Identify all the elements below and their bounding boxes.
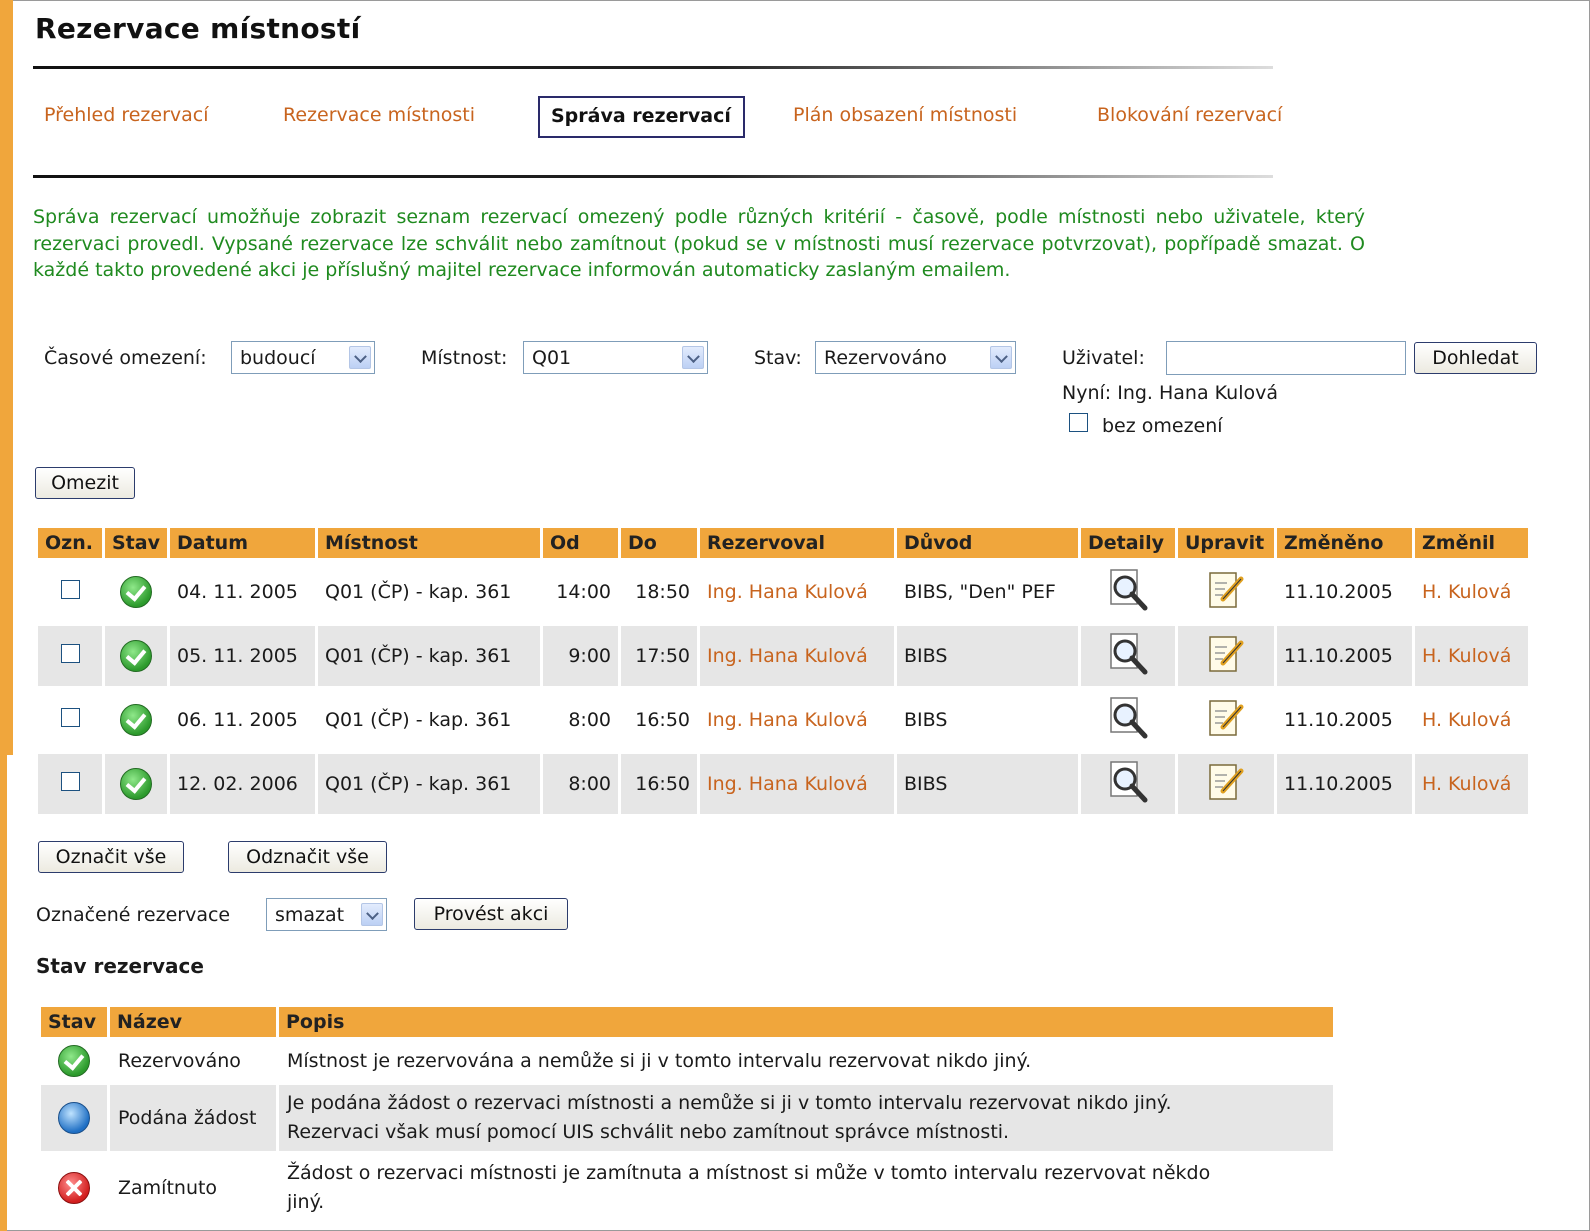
current-user-text: Nyní: Ing. Hana Kulová <box>1062 382 1279 404</box>
chevron-down-icon <box>361 903 383 926</box>
col-header: Do <box>621 528 697 558</box>
col-header: Stav <box>105 528 167 558</box>
row-reserved-by-link[interactable]: Ing. Hana Kulová <box>707 709 868 731</box>
col-header: Místnost <box>318 528 540 558</box>
edit-note-icon[interactable] <box>1203 567 1249 613</box>
edit-note-icon[interactable] <box>1203 695 1249 741</box>
marked-reservations-label: Označené rezervace <box>36 904 231 926</box>
room-filter-value: Q01 <box>532 347 572 369</box>
time-filter-select[interactable] <box>231 341 375 374</box>
col-header: Ozn. <box>38 528 102 558</box>
legend-name: Zamítnuto <box>118 1176 218 1199</box>
row-reserved-by-link[interactable]: Ing. Hana Kulová <box>707 581 868 603</box>
page-title: Rezervace místností <box>35 12 361 45</box>
user-filter-input[interactable] <box>1166 341 1406 375</box>
blue-circle-icon <box>58 1102 90 1134</box>
reservations-table <box>35 524 1531 818</box>
col-header: Změnil <box>1415 528 1528 558</box>
no-limit-label: bez omezení <box>1102 415 1223 437</box>
row-room: Q01 (ČP) - kap. 361 <box>325 709 512 731</box>
row-reason: BIBS <box>897 754 1078 814</box>
row-from: 8:00 <box>568 709 611 731</box>
row-from: 8:00 <box>543 754 618 814</box>
check-icon <box>120 576 152 608</box>
row-changed-by-link[interactable]: H. Kulová <box>1422 581 1512 603</box>
table-row <box>38 562 1528 622</box>
row-reserved-by-link[interactable]: Ing. Hana Kulová <box>707 645 868 667</box>
deselect-all-button[interactable]: Odznačit vše <box>228 841 387 873</box>
legend-desc: Je podána žádost o rezervaci místnosti a nemůže si ji v tomto intervalu rezervovat nikdo jiný. <box>287 1092 1172 1114</box>
row-select-checkbox[interactable] <box>61 772 80 791</box>
select-all-button[interactable]: Označit vše <box>38 841 184 873</box>
legend-desc-line2: jiný. <box>287 1191 325 1213</box>
legend-desc: Místnost je rezervována a nemůže si ji v tomto intervalu rezervovat nikdo jiný. <box>287 1049 1032 1072</box>
row-changed: 11.10.2005 <box>1284 709 1393 731</box>
row-room: Q01 (ČP) - kap. 361 <box>318 754 540 814</box>
state-filter-select[interactable] <box>815 341 1016 374</box>
row-room: Q01 (ČP) - kap. 361 <box>318 626 540 686</box>
left-accent-stripe-lower <box>0 755 7 1231</box>
col-header: Od <box>543 528 618 558</box>
row-from: 14:00 <box>556 581 611 603</box>
chevron-down-icon <box>682 346 704 369</box>
row-reason: BIBS <box>897 626 1078 686</box>
tab-rezervace-mistnosti[interactable]: Rezervace místnosti <box>283 104 476 126</box>
legend-header-row <box>41 1007 1333 1037</box>
table-row <box>38 690 1528 750</box>
row-select-checkbox[interactable] <box>61 580 80 599</box>
row-to: 17:50 <box>621 626 697 686</box>
legend-col-header: Stav <box>41 1007 107 1037</box>
tab-prehled-rezervaci[interactable]: Přehled rezervací <box>44 104 209 126</box>
legend-desc: Žádost o rezervaci místnosti je zamítnuta a místnost si může v tomto intervalu rezervovat někdo <box>287 1162 1211 1184</box>
magnifier-icon[interactable] <box>1105 567 1151 613</box>
apply-filter-button[interactable]: Omezit <box>35 467 135 499</box>
col-header: Detaily <box>1081 528 1175 558</box>
time-filter-label: Časové omezení: <box>44 347 207 369</box>
col-header: Změněno <box>1277 528 1412 558</box>
row-date: 06. 11. 2005 <box>177 709 298 731</box>
row-changed-by-link[interactable]: H. Kulová <box>1422 773 1512 795</box>
magnifier-icon[interactable] <box>1105 695 1151 741</box>
legend-row <box>41 1155 1333 1221</box>
row-reason: BIBS, "Den" PEF <box>904 581 1056 603</box>
room-filter-label: Místnost: <box>421 347 508 369</box>
time-filter-value: budoucí <box>240 347 316 369</box>
row-changed: 11.10.2005 <box>1277 626 1412 686</box>
table-row <box>38 626 1528 686</box>
edit-note-icon[interactable] <box>1203 631 1249 677</box>
edit-note-icon[interactable] <box>1203 759 1249 805</box>
row-reserved-by-link[interactable]: Ing. Hana Kulová <box>707 773 868 795</box>
legend-desc-line2: Rezervaci však musí pomocí UIS schválit nebo zamítnout správce místnosti. <box>287 1121 1010 1143</box>
intro-text: Správa rezervací umožňuje zobrazit seznam rezervací omezený podle různých kritérií - časově, podle místnosti nebo uživatele, který rezervaci provedl. Vypsané rezervace lze schválit nebo zamítnout (pokud se v místnosti musí rezervace potvrzovat), popřípadě smazat. O každé takto provedené akci je příslušný majitel rezervace informován automaticky zaslaným emailem. <box>33 206 1365 281</box>
legend-row <box>41 1085 1333 1151</box>
tabs-divider <box>33 175 1273 178</box>
tab-plan-obsazeni[interactable]: Plán obsazení místnosti <box>793 104 1018 126</box>
action-select-value: smazat <box>275 904 345 926</box>
row-changed: 11.10.2005 <box>1284 581 1393 603</box>
row-date: 04. 11. 2005 <box>177 581 298 603</box>
row-changed-by-link[interactable]: H. Kulová <box>1422 645 1512 667</box>
state-filter-label: Stav: <box>754 347 802 369</box>
row-date: 12. 02. 2006 <box>170 754 315 814</box>
tab-sprava-rezervaci[interactable]: Správa rezervací <box>538 96 745 138</box>
row-to: 18:50 <box>635 581 690 603</box>
row-room: Q01 (ČP) - kap. 361 <box>325 581 512 603</box>
execute-action-button[interactable]: Provést akci <box>414 898 568 930</box>
legend-name: Rezervováno <box>118 1049 241 1072</box>
row-reason: BIBS <box>904 709 948 731</box>
row-changed-by-link[interactable]: H. Kulová <box>1422 709 1512 731</box>
status-legend-table <box>38 1003 1336 1225</box>
action-select[interactable] <box>266 898 387 931</box>
room-filter-select[interactable] <box>523 341 708 374</box>
left-accent-stripe <box>0 0 13 755</box>
legend-col-header: Popis <box>279 1007 1333 1037</box>
col-header: Datum <box>170 528 315 558</box>
x-circle-icon <box>58 1172 90 1204</box>
row-to: 16:50 <box>635 709 690 731</box>
col-header: Upravit <box>1178 528 1274 558</box>
search-button[interactable]: Dohledat <box>1414 342 1537 374</box>
title-divider <box>33 66 1273 69</box>
legend-col-header: Název <box>110 1007 276 1037</box>
table-row <box>38 754 1528 814</box>
row-select-checkbox[interactable] <box>61 644 80 663</box>
row-select-checkbox[interactable] <box>61 708 80 727</box>
col-header: Důvod <box>897 528 1078 558</box>
check-icon <box>120 768 152 800</box>
row-date: 05. 11. 2005 <box>170 626 315 686</box>
col-header: Rezervoval <box>700 528 894 558</box>
tab-blokovani-rezervaci[interactable]: Blokování rezervací <box>1097 104 1283 126</box>
check-icon <box>120 640 152 672</box>
no-limit-checkbox[interactable] <box>1069 413 1088 432</box>
row-to: 16:50 <box>621 754 697 814</box>
user-filter-label: Uživatel: <box>1062 347 1145 369</box>
chevron-down-icon <box>990 346 1012 369</box>
magnifier-icon[interactable] <box>1105 631 1151 677</box>
row-from: 9:00 <box>543 626 618 686</box>
legend-title: Stav rezervace <box>36 954 204 978</box>
legend-row <box>41 1041 1333 1081</box>
row-changed: 11.10.2005 <box>1277 754 1412 814</box>
legend-name: Podána žádost <box>110 1085 276 1151</box>
check-icon <box>120 704 152 736</box>
chevron-down-icon <box>349 346 371 369</box>
check-icon <box>58 1045 90 1077</box>
state-filter-value: Rezervováno <box>824 347 947 369</box>
magnifier-icon[interactable] <box>1105 759 1151 805</box>
table-header-row <box>38 528 1528 558</box>
